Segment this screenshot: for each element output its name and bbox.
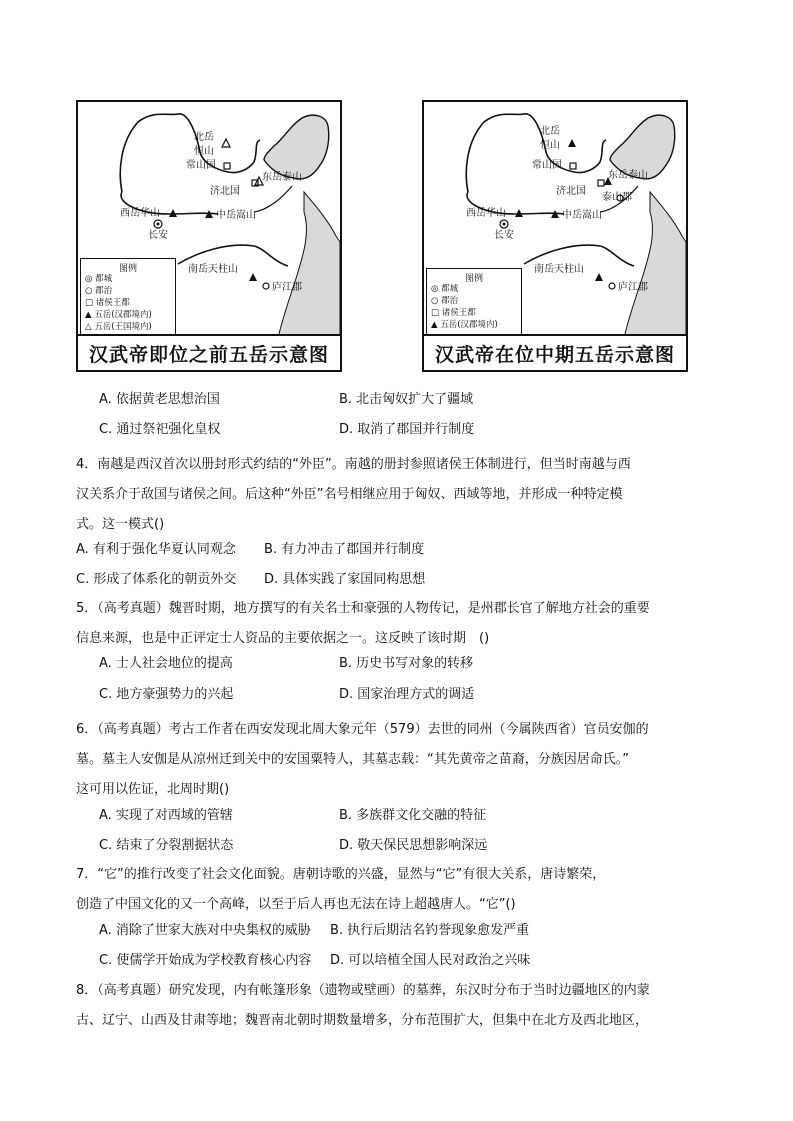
north-mountain-icon [568, 139, 576, 147]
q4-line: 汉关系介于敌国与诸侯之间。后这种“外臣”名号相继应用于匈奴、西域等地，并形成一种特定模 [76, 487, 623, 502]
place-north-2: 恒山 [194, 146, 214, 157]
place-taishan-jun: 泰山郡 [602, 192, 632, 203]
q6-option-d[interactable]: D. 敬天保民思想影响深远 [339, 838, 488, 853]
place-jibei: 济北国 [210, 186, 240, 197]
changshan-marker-icon [224, 163, 230, 169]
legend-item: ▲ 五岳(汉郡境内) [431, 320, 498, 330]
place-center: 中岳嵩山 [216, 210, 256, 221]
place-changan: 长安 [148, 230, 168, 241]
place-south: 南岳天柱山 [534, 264, 584, 275]
q6-stem [76, 715, 716, 805]
changshan-marker-icon [570, 163, 576, 169]
q3-option-b[interactable]: B. 北击匈奴扩大了疆域 [339, 392, 474, 407]
q8-stem [76, 976, 716, 1036]
q4-option-d[interactable]: D. 具体实践了家国同构思想 [264, 572, 426, 587]
q3-option-a[interactable]: A. 依据黄老思想治国 [99, 392, 220, 407]
q6-line: 墓。墓主人安伽是从凉州迁到关中的安国粟特人，其墓志载：“其先黄帝之苗裔，分族因居命氏。” [76, 752, 629, 767]
place-lujiang: 庐江郡 [272, 282, 302, 293]
legend-item: △ 五岳(王国境内) [85, 322, 152, 332]
q6-option-a[interactable]: A. 实现了对西域的管辖 [99, 808, 233, 823]
q5-stem [76, 594, 716, 654]
q6-line: 这可用以佐证，北周时期() [76, 782, 230, 797]
q3-option-d[interactable]: D. 取消了郡国并行制度 [339, 422, 475, 437]
q5-option-b[interactable]: B. 历史书写对象的转移 [339, 656, 474, 671]
q4-option-c[interactable]: C. 形成了体系化的朝贡外交 [76, 572, 237, 587]
place-center: 中岳嵩山 [562, 210, 602, 221]
north-mountain-icon [222, 139, 230, 147]
legend-item: ○ 郡治 [431, 296, 459, 306]
q8-line: 8．（高考真题）研究发现，内有帐篷形象（遗物或壁画）的墓葬，东汉时分布于当时边疆地区的内蒙 [76, 983, 650, 998]
q4-option-a[interactable]: A. 有利于强化华夏认同观念 [76, 542, 236, 557]
legend-title: 图例 [465, 274, 484, 284]
q7-stem [76, 860, 716, 920]
q4-line: 式。这一模式() [76, 517, 165, 532]
place-west: 西岳华山 [120, 208, 160, 219]
lujiang-marker-icon [263, 283, 269, 289]
map-legend [80, 258, 176, 340]
south-mountain-icon [249, 273, 257, 281]
q4-stem [76, 450, 716, 540]
place-jibei: 济北国 [556, 186, 586, 197]
q7-option-c[interactable]: C. 使儒学开始成为学校教育核心内容 [99, 953, 312, 968]
q7-option-a[interactable]: A. 消除了世家大族对中央集权的威胁 [99, 923, 311, 938]
place-changan: 长安 [494, 230, 514, 241]
place-north-2: 恒山 [540, 140, 560, 151]
lujiang-marker-icon [609, 283, 615, 289]
place-west: 西岳华山 [466, 208, 506, 219]
place-north-1: 北岳 [540, 126, 560, 137]
q5-line: 5．（高考真题）魏晋时期，地方撰写的有关名士和豪强的人物传记，是州郡长官了解地方社会的重要 [76, 601, 650, 616]
q5-line: 信息来源，也是中正评定士人资品的主要依据之一。这反映了该时期 () [76, 631, 490, 646]
q4-option-b[interactable]: B. 有力冲击了郡国并行制度 [264, 542, 425, 557]
legend-item: ○ 郡治 [85, 286, 113, 296]
place-north-1: 北岳 [194, 132, 214, 143]
map-mid-wudi [422, 100, 688, 372]
map-before-wudi [76, 100, 342, 372]
q7-line: 7．“它”的推行改变了社会文化面貌。唐朝诗歌的兴盛，显然与“它”有很大关系，唐诗繁荣， [76, 867, 606, 882]
map-title: 汉武帝在位中期五岳示意图 [424, 334, 686, 370]
q7-option-b[interactable]: B. 执行后期沽名钓誉现象愈发严重 [330, 923, 530, 938]
legend-title: 图例 [119, 264, 138, 274]
q4-line: 4．南越是西汉首次以册封形式约结的“外臣”。南越的册封参照诸侯王体制进行，但当时南越与西 [76, 457, 631, 472]
place-east: 东岳泰山 [608, 170, 648, 181]
jibei-marker-icon [598, 180, 604, 186]
legend-item: □ 诸侯王都 [85, 298, 130, 308]
legend-item: □ 诸侯王都 [431, 308, 476, 318]
q5-option-d[interactable]: D. 国家治理方式的调适 [339, 687, 475, 702]
q8-line: 古、辽宁、山西及甘肃等地；魏晋南北朝时期数量增多，分布范围扩大，但集中在北方及西北地区， [76, 1013, 649, 1028]
west-mountain-icon [169, 209, 177, 217]
q6-option-b[interactable]: B. 多族群文化交融的特征 [339, 808, 487, 823]
q6-option-c[interactable]: C. 结束了分裂割据状态 [99, 838, 234, 853]
q7-line: 创造了中国文化的又一个高峰，以至于后人再也无法在诗上超越唐人。“它”() [76, 897, 516, 912]
place-east: 东岳泰山 [262, 172, 302, 183]
west-mountain-icon [515, 209, 523, 217]
place-changshan: 常山国 [186, 160, 216, 171]
legend-item: ◎ 都城 [431, 284, 459, 294]
place-changshan: 常山国 [532, 160, 562, 171]
q5-option-c[interactable]: C. 地方豪强势力的兴起 [99, 687, 234, 702]
legend-item: ▲ 五岳(汉郡境内) [85, 310, 152, 320]
q5-option-a[interactable]: A. 士人社会地位的提高 [99, 656, 233, 671]
place-lujiang: 庐江郡 [618, 282, 648, 293]
q7-option-d[interactable]: D. 可以培植全国人民对政治之兴味 [330, 953, 531, 968]
q3-option-c[interactable]: C. 通过祭祀强化皇权 [99, 422, 221, 437]
legend-item: ◎ 都城 [85, 274, 113, 284]
map-legend [426, 268, 522, 340]
south-mountain-icon [595, 273, 603, 281]
q6-line: 6．（高考真题）考古工作者在西安发现北周大象元年（579）去世的同州（今属陕西省）官员安伽的 [76, 722, 649, 737]
place-south: 南岳天柱山 [188, 264, 238, 275]
map-title: 汉武帝即位之前五岳示意图 [78, 334, 340, 370]
